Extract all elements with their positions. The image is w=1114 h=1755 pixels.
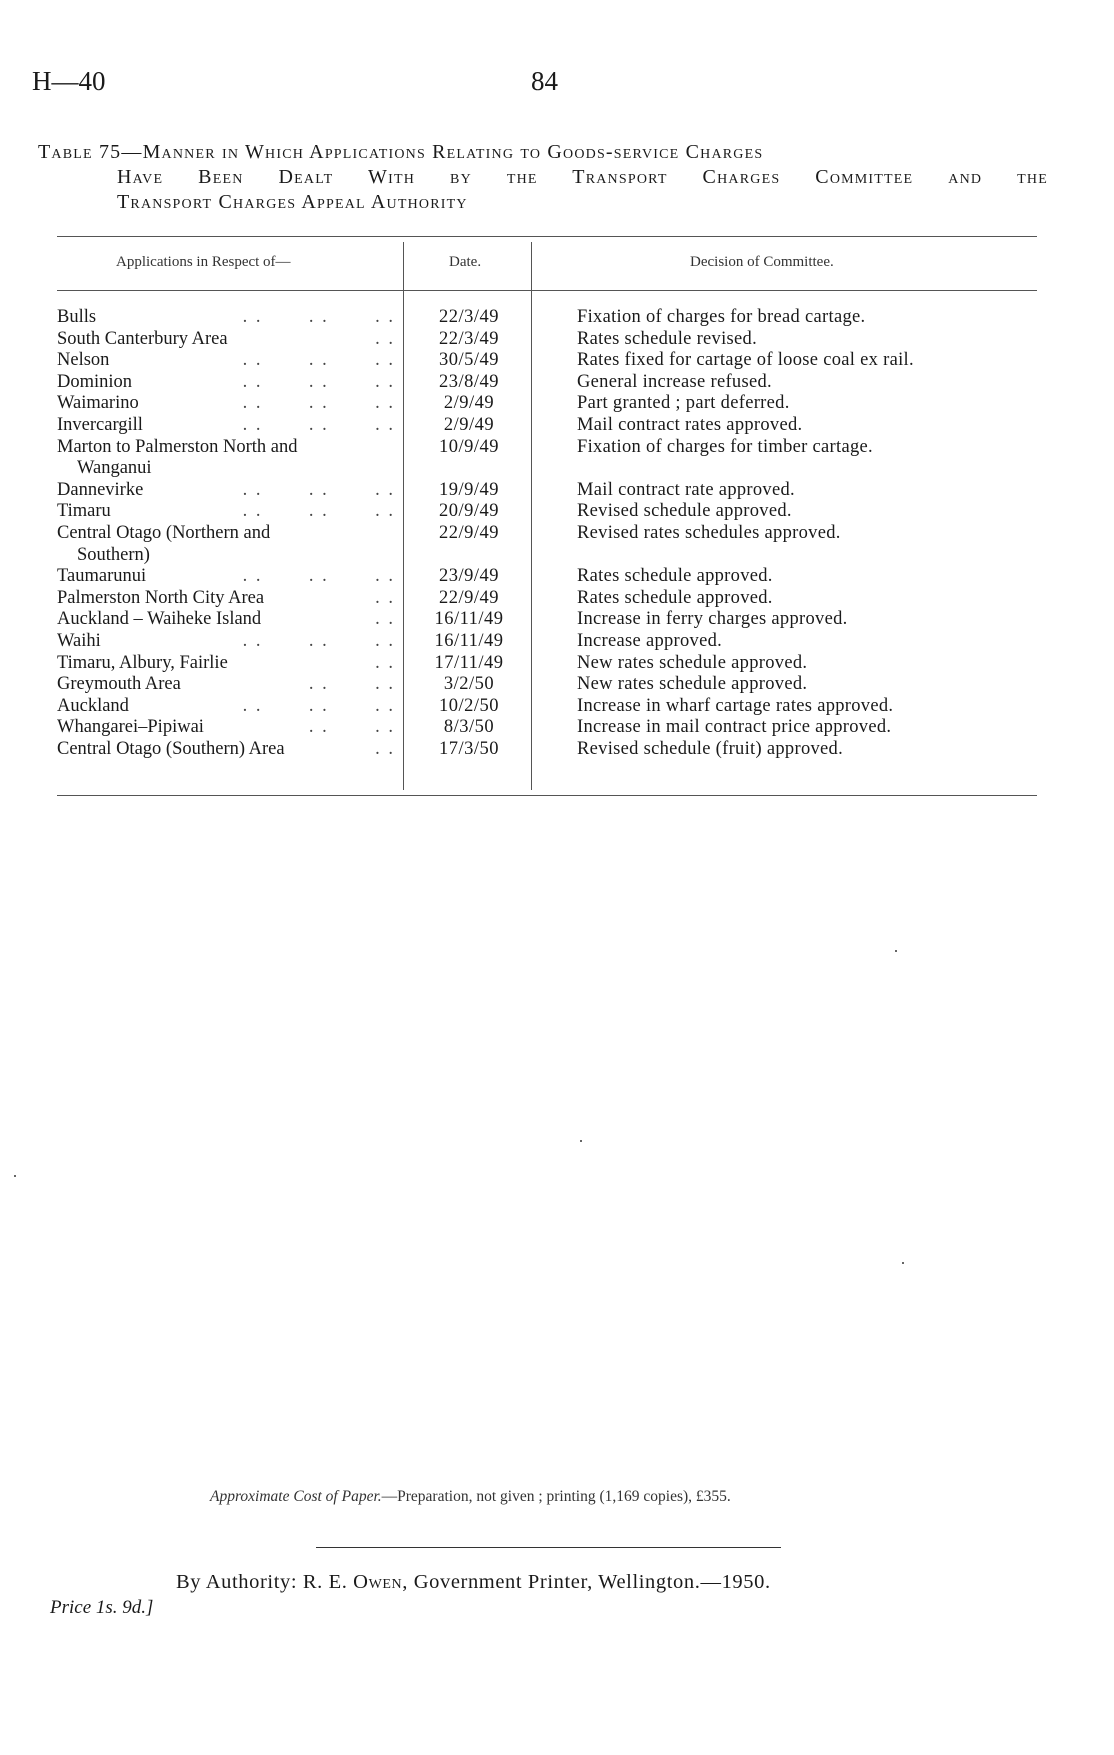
leader-dots: . . . . . . [242,371,395,392]
cell-place [57,501,395,523]
cell-decision: Rates schedule revised. [577,328,758,349]
table-row [57,653,1037,675]
column-header-date: Date. [449,254,482,270]
authority-rest: Government Printer, Wellington.—1950. [413,1571,771,1593]
leader-dots: . . [375,738,395,759]
table-row [57,480,1037,502]
cell-place [57,393,395,415]
cell-date: 10/2/50 [438,695,500,716]
table-row [57,415,1037,437]
data-table [57,307,1037,760]
place-name: Central Otago (Southern) Area [57,738,285,759]
cell-date: 30/5/49 [438,350,500,371]
table-row [57,437,1037,480]
leader-dots: . . . . . . [242,350,395,371]
leader-dots: . . [375,609,395,630]
price-note: Price 1s. 9d.] [50,1597,154,1618]
authority-prefix: By Authority: [176,1571,298,1593]
cell-place [57,566,395,588]
table-row [57,696,1037,718]
cell-decision: General increase refused. [577,371,772,392]
cell-place [57,739,395,761]
leader-dots: . . . . . . [242,501,395,522]
cell-decision: New rates schedule approved. [577,652,808,673]
table-row [57,523,1037,566]
table-row [57,307,1037,329]
authority-name: R. E. Owen, [302,1571,408,1593]
place-name: Nelson [57,350,110,371]
cell-place [57,350,395,372]
cell-date: 17/3/50 [438,738,500,759]
cell-decision: Increase approved. [577,630,723,651]
cell-place [57,609,395,631]
place-name: Palmerston North City Area [57,587,265,608]
cell-date: 16/11/49 [434,630,504,651]
footer-rule [316,1547,781,1548]
cell-date: 23/9/49 [438,566,500,587]
place-name: Auckland – Waiheke Island [57,609,262,630]
cost-text: —Preparation, not given ; printing (1,169 copies), £355. [381,1488,731,1505]
cell-place [57,480,395,502]
cell-decision: Fixation of charges for bread cartage. [577,307,866,327]
place-name: Timaru, Albury, Fairlie [57,652,228,673]
cell-decision: Fixation of charges for timber cartage. [577,436,873,457]
cell-date: 3/2/50 [443,674,495,695]
leader-dots: . . [375,587,395,608]
place-name: Auckland [57,695,129,716]
scan-speck [580,1140,582,1142]
cell-place [57,415,395,437]
table-row [57,631,1037,653]
leader-dots: . . . . . . [242,307,395,327]
cell-decision: Revised schedule approved. [577,501,792,522]
table-row [57,566,1037,588]
place-name: Central Otago (Northern and [57,522,271,543]
leader-dots: . . . . . . [242,566,395,587]
cell-date: 22/9/49 [438,587,500,608]
document-reference: H—40 [32,66,106,96]
table-row [57,329,1037,351]
scan-speck [895,950,897,952]
table-title-line-3: Transport Charges Appeal Authority [117,191,468,213]
scan-speck [902,1262,904,1264]
table-row [57,609,1037,631]
place-name: Taumarunui [57,566,147,587]
place-name-continued: Southern) [77,544,150,565]
place-name-continued: Wanganui [77,458,152,479]
cell-place [57,372,395,394]
cell-decision: Rates schedule approved. [577,566,773,587]
cell-date: 16/11/49 [434,609,504,630]
place-name: Bulls [57,307,97,327]
cell-date: 22/3/49 [438,328,500,349]
cost-note [210,1488,731,1506]
cell-place [57,329,395,351]
cell-place [57,631,395,653]
cell-date: 8/3/50 [443,717,495,738]
column-header-decision: Decision of Committee. [690,254,834,270]
cell-decision: Mail contract rate approved. [577,479,795,500]
place-name: Marton to Palmerston North and [57,436,298,457]
table-row [57,350,1037,372]
table-row [57,501,1037,523]
leader-dots: . . . . . . [242,695,395,716]
table-title [38,140,1048,215]
leader-dots: . . . . [308,717,395,738]
table-row [57,393,1037,415]
cell-date: 10/9/49 [438,436,500,457]
cell-decision: Revised rates schedules approved. [577,522,841,543]
cell-place [57,588,395,610]
leader-dots: . . [375,328,395,349]
table-bottom-rule [57,795,1037,796]
table-title-line-2: Have Been Dealt With by the Transport Charges Committee and the [117,166,1048,188]
cell-decision: Revised schedule (fruit) approved. [577,738,844,759]
leader-dots: . . . . . . [242,414,395,435]
place-name: Dominion [57,371,133,392]
cell-date: 17/11/49 [434,652,504,673]
place-name: Invercargill [57,414,143,435]
table-row [57,588,1037,610]
cell-place [57,307,395,329]
cell-place [57,696,395,718]
cell-date: 2/9/49 [443,393,495,414]
cell-date: 20/9/49 [438,501,500,522]
cell-place [57,717,395,739]
cell-decision: Mail contract rates approved. [577,414,803,435]
cell-date: 19/9/49 [438,479,500,500]
cell-decision: Rates fixed for cartage of loose coal ex rail. [577,350,914,371]
cost-label: Approximate Cost of Paper. [210,1488,382,1505]
table-top-rule [57,236,1037,237]
place-name: Whangarei–Pipiwai [57,717,204,738]
leader-dots: . . . . . . [242,479,395,500]
cell-decision: New rates schedule approved. [577,674,808,695]
cell-date: 23/8/49 [438,371,500,392]
column-header-applications: Applications in Respect of— [116,254,291,270]
leader-dots: . . . . . . [242,630,395,651]
place-name: Dannevirke [57,479,144,500]
place-name: South Canterbury Area [57,328,228,349]
table-row [57,372,1037,394]
place-name: Timaru [57,501,111,522]
cell-decision: Increase in wharf cartage rates approved. [577,695,894,716]
cell-date: 22/3/49 [438,307,500,327]
cell-place [57,674,395,696]
table-title-line-1: Table 75—Manner in Which Applications Relating to Goods-service Charges [38,141,764,163]
leader-dots: . . [375,652,395,673]
place-name: Waimarino [57,393,139,414]
cell-place [57,523,395,566]
cell-decision: Part granted ; part deferred. [577,393,790,414]
cell-decision: Rates schedule approved. [577,587,773,608]
table-row [57,717,1037,739]
table-header-rule [57,290,1037,291]
authority-line [176,1571,771,1594]
cell-date: 2/9/49 [443,414,495,435]
cell-place [57,653,395,675]
table-row [57,739,1037,761]
cell-date: 22/9/49 [438,522,500,543]
table-row [57,674,1037,696]
cell-decision: Increase in mail contract price approved. [577,717,892,738]
cell-place [57,437,395,480]
page-number: 84 [531,66,558,96]
place-name: Waihi [57,630,101,651]
scan-speck [14,1175,16,1177]
leader-dots: . . . . [308,674,395,695]
place-name: Greymouth Area [57,674,181,695]
cell-decision: Increase in ferry charges approved. [577,609,848,630]
leader-dots: . . . . . . [242,393,395,414]
